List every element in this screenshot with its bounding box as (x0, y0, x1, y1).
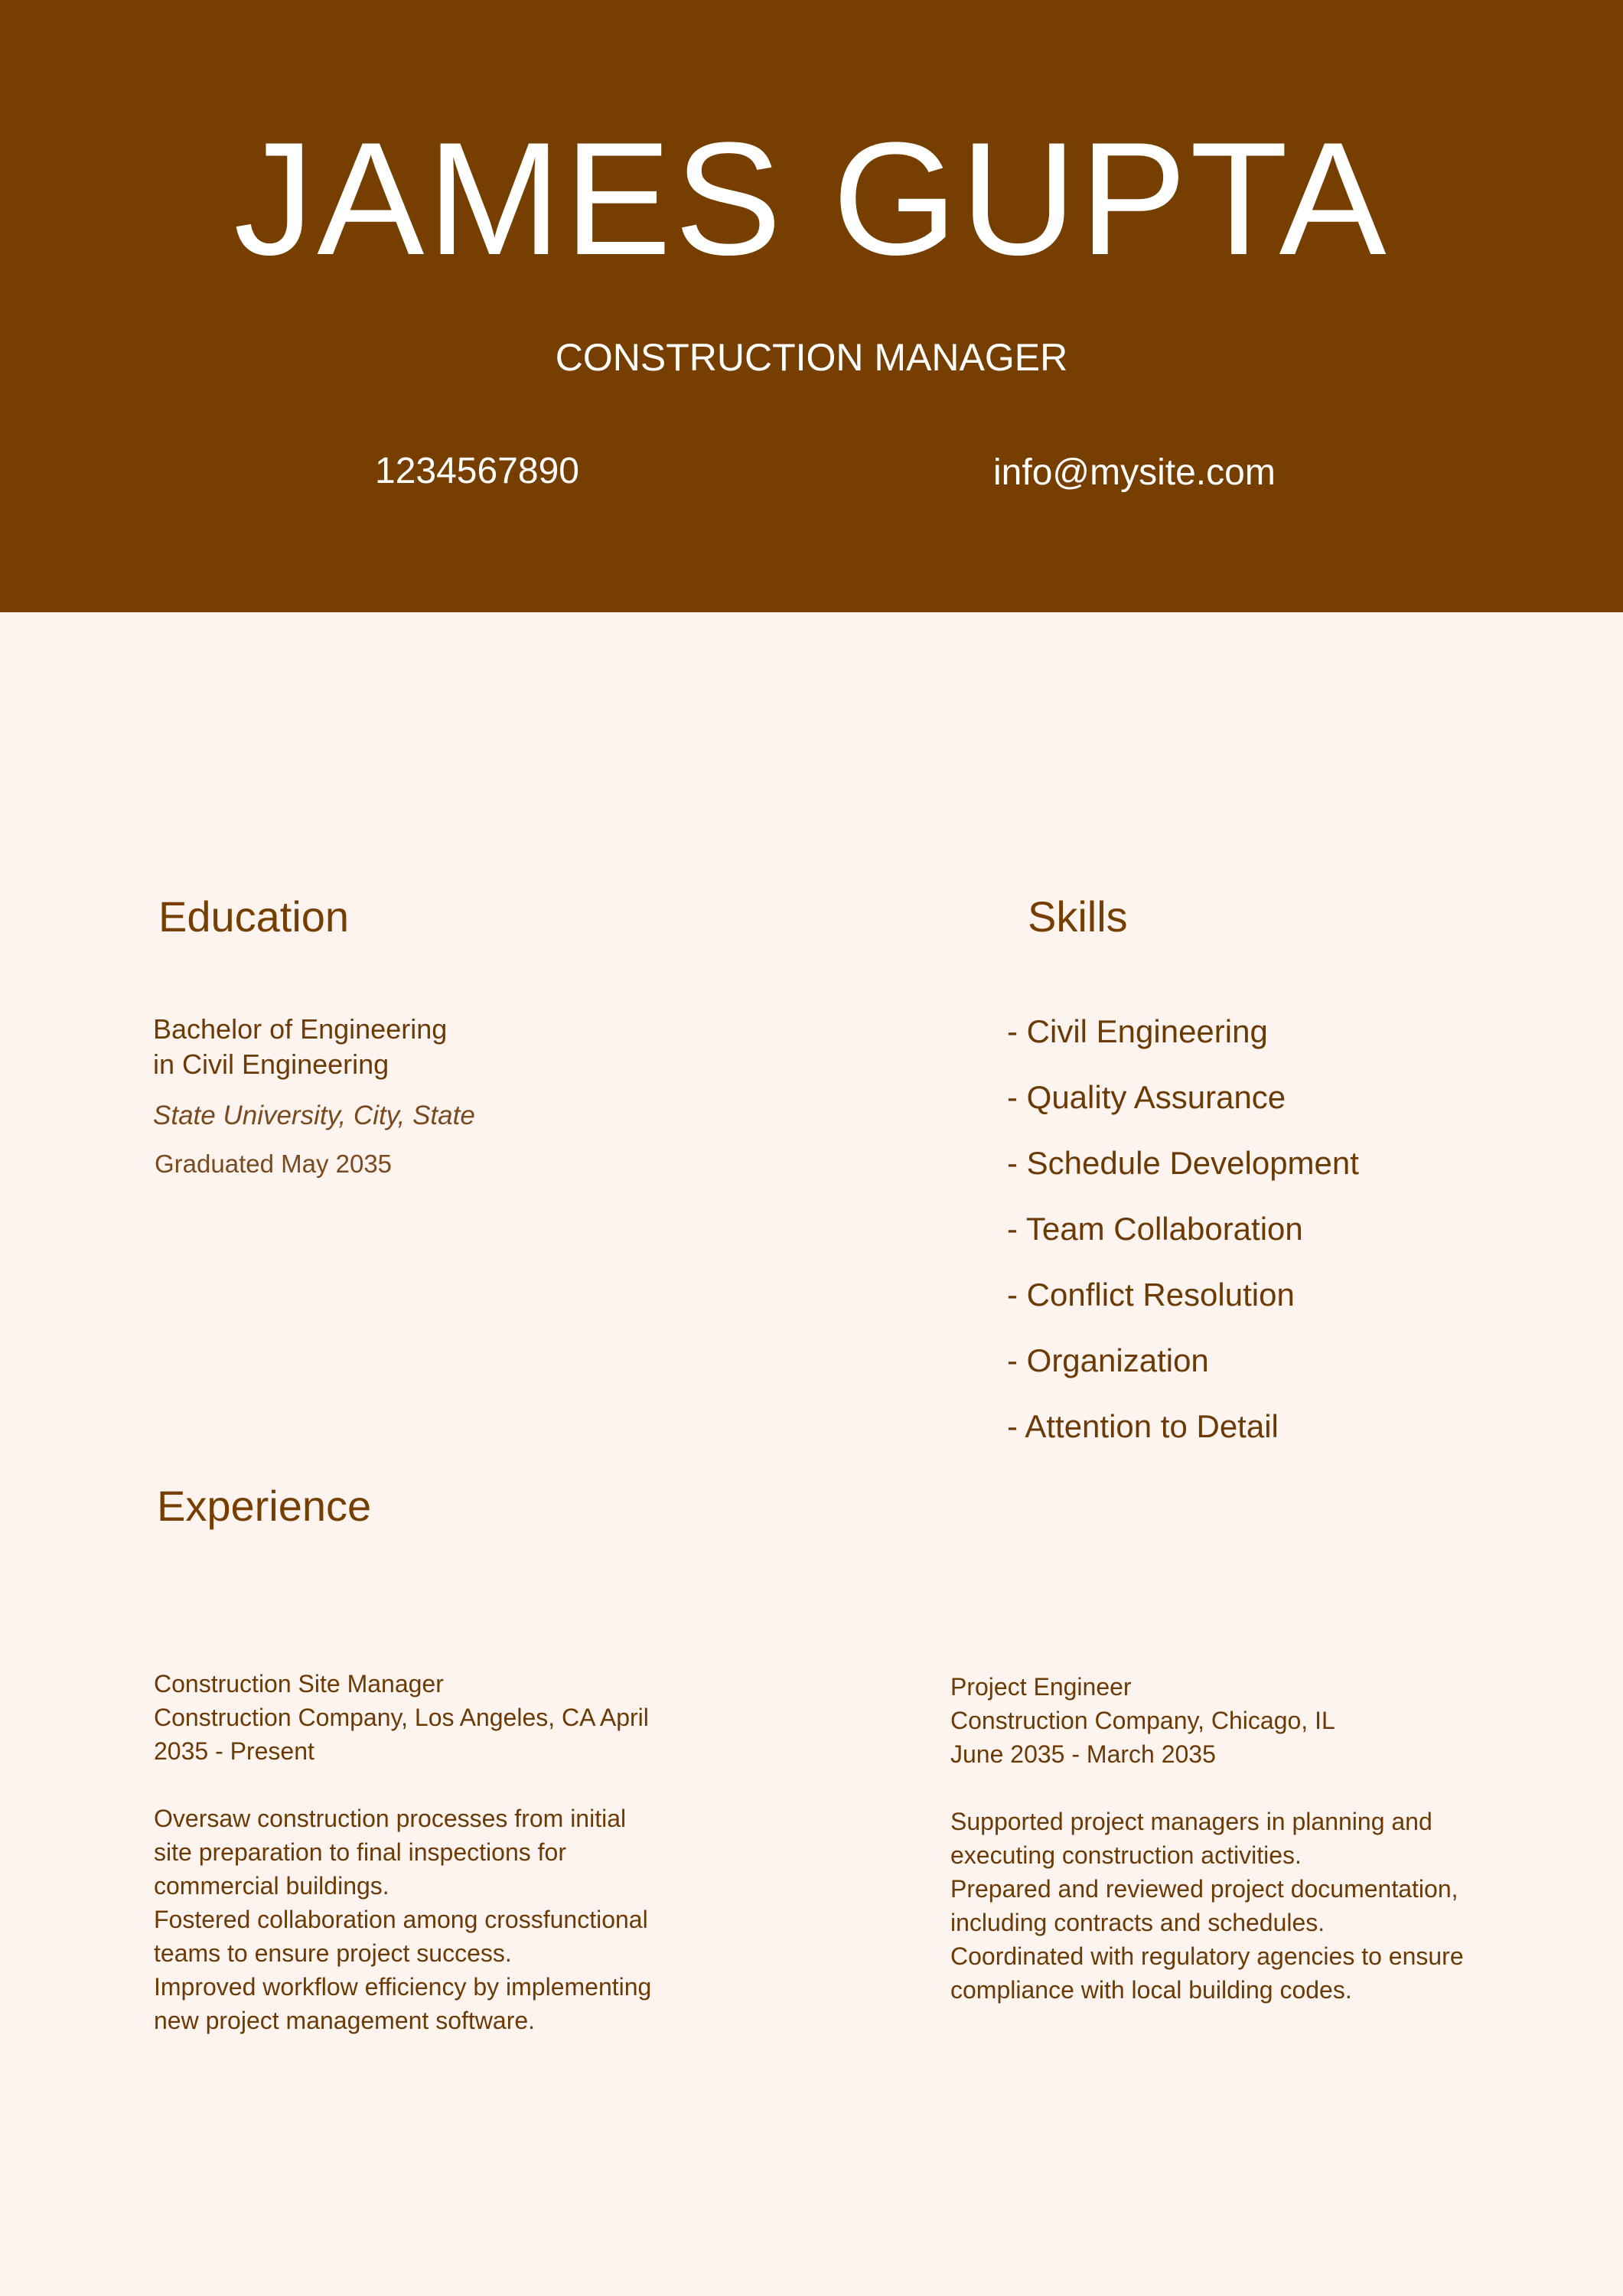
skill-item: - Organization (1007, 1342, 1209, 1378)
experience-heading: Experience (157, 1482, 372, 1530)
job-description-line: Prepared and reviewed project documentation, (950, 1875, 1458, 1903)
job-description-line: Fostered collaboration among crossfunctional (154, 1906, 648, 1933)
education-degree (153, 1012, 447, 1082)
job-company: Construction Company, Chicago, IL (950, 1707, 1335, 1734)
education-heading: Education (158, 892, 350, 941)
job-description-line: new project management software. (154, 2007, 536, 2034)
job-dates: June 2035 - March 2035 (950, 1740, 1216, 1768)
experience-job (154, 1667, 735, 2037)
skill-item: - Conflict Resolution (1007, 1277, 1295, 1313)
skill-item: - Attention to Detail (1007, 1408, 1279, 1444)
header-banner (0, 0, 1623, 612)
skill-item: - Schedule Development (1007, 1145, 1359, 1181)
job-role: Construction Site Manager (154, 1670, 444, 1698)
job-description-line: Improved workflow efficiency by implementing (154, 1973, 652, 2001)
job-description-line: commercial buildings. (154, 1872, 389, 1900)
skills-list (1007, 999, 1359, 1459)
skill-item: - Civil Engineering (1007, 1013, 1268, 1049)
job-description-line: compliance with local building codes. (950, 1976, 1352, 2004)
job-description-line: executing construction activities. (950, 1841, 1302, 1869)
job-description-line: teams to ensure project success. (154, 1939, 512, 1967)
education-degree-line: in Civil Engineering (153, 1049, 389, 1080)
education-degree-line: Bachelor of Engineering (153, 1013, 448, 1045)
email-address: info@mysite.com (993, 452, 1276, 493)
job-role: Project Engineer (950, 1673, 1132, 1701)
phone-number: 1234567890 (375, 451, 579, 491)
job-title: CONSTRUCTION MANAGER (555, 336, 1068, 379)
job-description-line: including contracts and schedules. (950, 1909, 1325, 1936)
education-graduated: Graduated May 2035 (155, 1150, 393, 1178)
job-description-line: Coordinated with regulatory agencies to ensure (950, 1942, 1464, 1970)
job-description-line: Oversaw construction processes from initial (154, 1805, 627, 1832)
job-company: Construction Company, Los Angeles, CA April (154, 1704, 649, 1731)
skills-heading: Skills (1028, 892, 1128, 941)
experience-job (950, 1670, 1547, 2007)
job-dates: 2035 - Present (154, 1737, 314, 1765)
education-school: State University, City, State (153, 1101, 475, 1130)
candidate-name: JAMES GUPTA (233, 109, 1390, 289)
skill-item: - Team Collaboration (1007, 1211, 1303, 1247)
job-description-line: Supported project managers in planning and (950, 1808, 1432, 1835)
job-description-line: site preparation to final inspections for (154, 1838, 566, 1866)
skill-item: - Quality Assurance (1007, 1079, 1286, 1115)
